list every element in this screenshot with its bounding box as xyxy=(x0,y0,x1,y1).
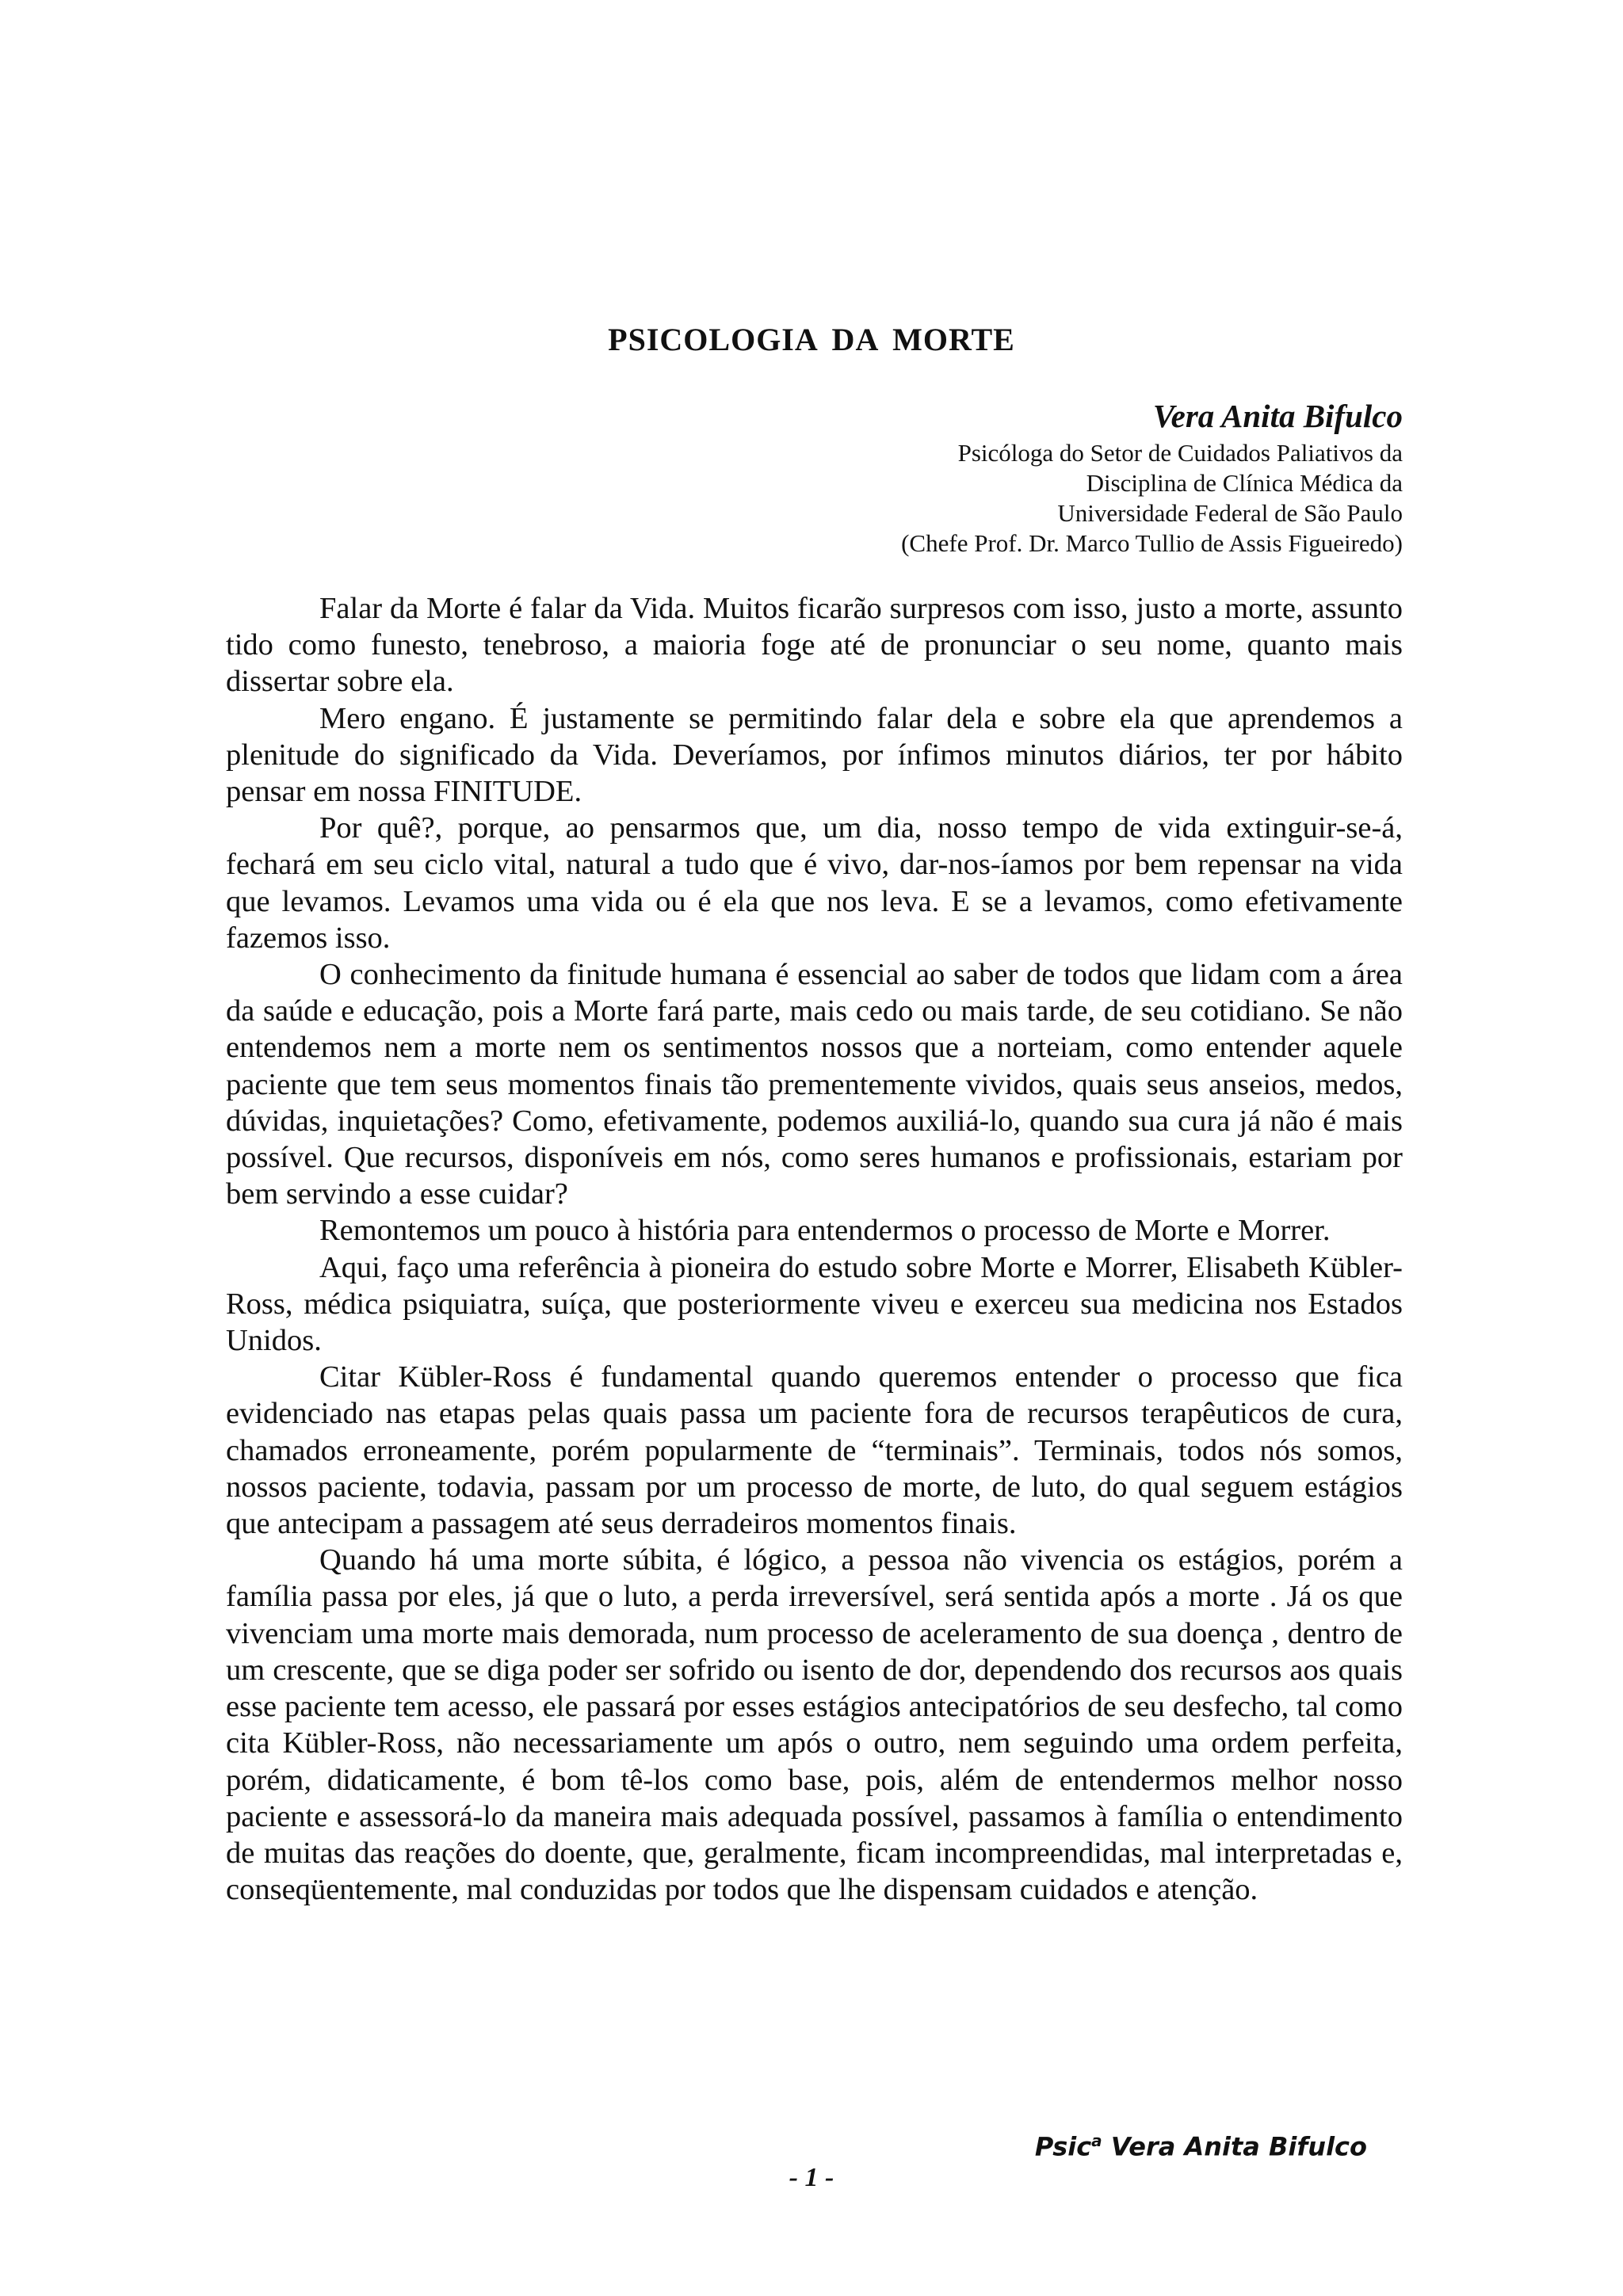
author-affiliation-line: Disciplina de Clínica Médica da xyxy=(1086,469,1403,497)
body-paragraph: Citar Kübler-Ross é fundamental quando queremos entender o processo que fica evidenciado nas etapas pelas quais passa um paciente fora de recursos terapêuticos de cura, chamados erroneamente, porém popularmente de “terminais”. Terminais, todos nós somos, nossos paciente, todavia, passam por um processo de morte, de luto, do qual seguem estágios que antecipam a passagem até seus derradeiros momentos finais. xyxy=(226,1360,1403,1541)
footer-author xyxy=(1035,2131,1367,2162)
body-paragraph: Remontemos um pouco à história para entendermos o processo de Morte e Morrer. xyxy=(319,1214,1331,1248)
body-paragraph: Quando há uma morte súbita, é lógico, a pessoa não vivencia os estágios, porém a família passa por eles, já que o luto, a perda irreversível, será sentida após a morte . Já os que vivenciam uma morte mais demorada, num processo de aceleramento de sua doença , dentro de um crescente, que se diga poder ser sofrido ou isento de dor, dependendo dos recursos aos quais esse paciente tem acesso, ele passará por esses estágios antecipatórios de seu desfecho, tal como cita Kübler-Ross, não necessariamente um após o outro, nem seguindo uma ordem perfeita, porém, didaticamente, é bom tê-los como base, pois, além de entendermos melhor nosso paciente e assessorá-lo da maneira mais adequada possível, passamos à família o entendimento de muitas das reações do doente, que, geralmente, ficam incompreendidas, mal interpretadas e, conseqüentemente, mal conduzidas por todos que lhe dispensam cuidados e atenção. xyxy=(226,1543,1403,1907)
footer-author-prefix: Psic xyxy=(1034,2131,1092,2162)
author-affiliation-line: Universidade Federal de São Paulo xyxy=(1057,499,1403,527)
author-affiliation-line: Psicóloga do Setor de Cuidados Paliativos da xyxy=(957,439,1403,467)
body-paragraph: Mero engano. É justamente se permitindo falar dela e sobre ela que aprendemos a plenitude do significado da Vida. Deveríamos, por ínfimos minutos diários, ter por hábito pensar em nossa FINITUDE. xyxy=(226,701,1403,809)
body-paragraph: Aqui, faço uma referência à pioneira do estudo sobre Morte e Morrer, Elisabeth Kübler-Ross, médica psiquiatra, suíça, que posteriormente viveu e exerceu sua medicina nos Estados Unidos. xyxy=(226,1250,1403,1358)
body-text xyxy=(226,590,1403,1908)
page-number: - 1 - xyxy=(789,2163,834,2192)
author-name: Vera Anita Bifulco xyxy=(1152,398,1403,434)
author-affiliation-line: (Chefe Prof. Dr. Marco Tullio de Assis Figueiredo) xyxy=(901,529,1403,557)
body-paragraph: Falar da Morte é falar da Vida. Muitos ficarão surpresos com isso, justo a morte, assunto tido como funesto, tenebroso, a maioria foge até de pronunciar o seu nome, quanto mais dissertar sobre ela. xyxy=(226,592,1403,699)
document-title: PSICOLOGIA DA MORTE xyxy=(608,322,1015,357)
footer-author-name: Vera Anita Bifulco xyxy=(1102,2131,1367,2162)
body-paragraph: Por quê?, porque, ao pensarmos que, um dia, nosso tempo de vida extinguir-se-á, fechará em seu ciclo vital, natural a tudo que é vivo, dar-nos-íamos por bem repensar na vida que levamos. Levamos uma vida ou é ela que nos leva. E se a levamos, como efetivamente fazemos isso. xyxy=(226,811,1403,955)
body-paragraph: O conhecimento da finitude humana é essencial ao saber de todos que lidam com a área da saúde e educação, pois a Morte fará parte, mais cedo ou mais tarde, de seu cotidiano. Se não entendemos nem a morte nem os sentimentos nossos que a norteiam, como entender aquele paciente que tem seus momentos finais tão prementemente vividos, quais seus anseios, medos, dúvidas, inquietações? Como, efetivamente, podemos auxiliá-lo, quando sua cura já não é mais possível. Que recursos, disponíveis em nós, como seres humanos e profissionais, estariam por bem servindo a esse cuidar? xyxy=(226,958,1403,1211)
footer-author-superscript: a xyxy=(1091,2131,1102,2150)
author-block xyxy=(901,394,1403,559)
